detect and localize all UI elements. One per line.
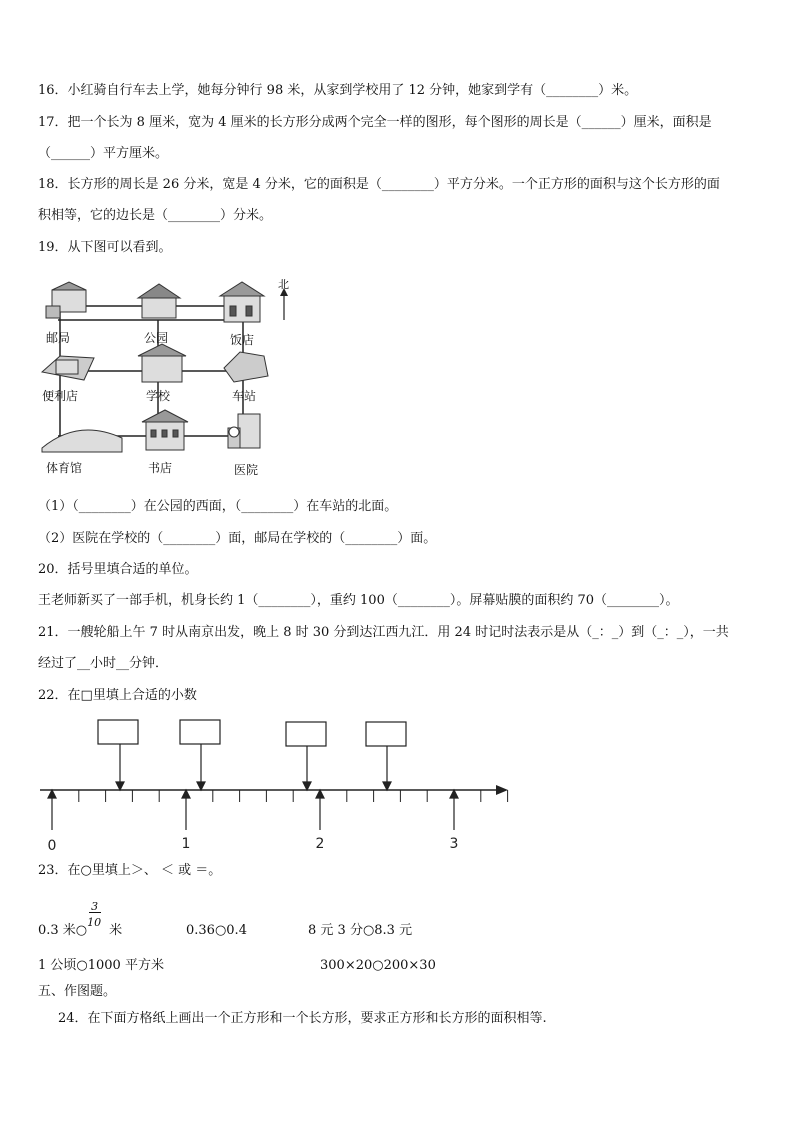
north-label: 北 — [278, 278, 289, 291]
number-line-figure — [36, 712, 516, 862]
answer-box-2[interactable] — [180, 720, 220, 744]
tick-label-0: 0 — [47, 838, 57, 854]
fraction-three-tenths — [87, 900, 109, 940]
hospital-icon — [228, 414, 260, 448]
map-label-stadium: 体育馆 — [46, 461, 83, 475]
map-label-convenience-store: 便利店 — [42, 389, 79, 403]
question-19-part-2: （2）医院在学校的（________）面，邮局在学校的（________）面。 — [38, 531, 437, 546]
question-16: 16．小红骑自行车去上学，她每分钟行 98 米，从家到学校用了 12 分钟，她家到学有（________）米。 — [38, 83, 638, 98]
answer-box-1[interactable] — [98, 720, 138, 744]
compare-item-e: 300×20○200×30 — [320, 958, 436, 973]
question-23: 23．在○里填上＞、 ＜ 或 ＝。 — [38, 863, 222, 878]
answer-box-3[interactable] — [286, 722, 326, 746]
station-icon — [224, 352, 268, 382]
question-18-line-2: 积相等，它的边长是（________）分米。 — [38, 208, 273, 223]
town-map-svg — [38, 276, 300, 486]
compare-item-b: 0.36○0.4 — [186, 923, 247, 938]
compare-a-left: 0.3 米○ — [38, 923, 88, 938]
stadium-icon — [42, 430, 122, 452]
bookstore-icon — [142, 410, 188, 450]
map-label-station: 车站 — [232, 389, 257, 403]
question-20: 20．括号里填合适的单位。 — [38, 562, 198, 577]
map-label-bookstore: 书店 — [148, 461, 173, 475]
question-24: 24．在下面方格纸上画出一个正方形和一个长方形，要求正方形和长方形的面积相等. — [58, 1011, 547, 1026]
section-5-heading: 五、作图题。 — [38, 984, 117, 999]
question-18-line-1: 18．长方形的周长是 26 分米，宽是 4 分米，它的面积是（________）平方分米。一个正方形的面积与这个长方形的面 — [38, 177, 720, 192]
convenience-store-icon — [42, 356, 94, 380]
question-21-line-2: 经过了__小时__分钟． — [38, 656, 169, 671]
fraction-numerator: 3 — [91, 900, 99, 913]
question-22: 22．在□里填上合适的小数 — [38, 688, 197, 703]
compare-item-c: 8 元 3 分○8.3 元 — [308, 923, 413, 938]
map-label-restaurant: 饭店 — [230, 333, 255, 347]
compare-item-d: 1 公顷○1000 平方米 — [38, 958, 164, 973]
number-line-svg — [36, 712, 516, 862]
fraction-denominator: 10 — [87, 916, 102, 929]
question-21-line-1: 21．一艘轮船上午 7 时从南京出发，晚上 8 时 30 分到达江西九江．用 24 时记时法表示是从（_：_）到（_：_），一共 — [38, 625, 729, 640]
restaurant-icon — [220, 282, 264, 322]
question-17-line-2: （______）平方厘米。 — [38, 146, 169, 161]
question-17-line-1: 17．把一个长为 8 厘米，宽为 4 厘米的长方形分成两个完全一样的图形，每个图形的周长是（______）厘米，面积是 — [38, 115, 712, 130]
map-label-school: 学校 — [146, 389, 171, 403]
question-19-part-1: （1）（________）在公园的西面，（________）在车站的北面。 — [38, 499, 398, 514]
town-map-figure — [38, 276, 300, 486]
park-icon — [138, 284, 180, 318]
north-arrow-icon — [280, 288, 288, 320]
map-label-park: 公园 — [144, 331, 169, 345]
answer-box-4[interactable] — [366, 722, 406, 746]
map-label-hospital: 医院 — [234, 463, 259, 477]
compare-a-unit: 米 — [109, 923, 123, 938]
axis-arrow-icon — [496, 785, 508, 795]
school-icon — [138, 344, 186, 382]
tick-label-3: 3 — [449, 836, 459, 852]
compare-item-a — [38, 900, 123, 940]
question-19: 19．从下图可以看到。 — [38, 240, 172, 255]
map-label-post-office: 邮局 — [46, 331, 71, 345]
question-20-detail: 王老师新买了一部手机，机身长约 1（________），重约 100（________）。屏幕贴膜的面积约 70（________）。 — [38, 593, 679, 608]
tick-label-1: 1 — [181, 836, 191, 852]
tick-label-2: 2 — [315, 836, 325, 852]
post-office-icon — [46, 282, 86, 318]
